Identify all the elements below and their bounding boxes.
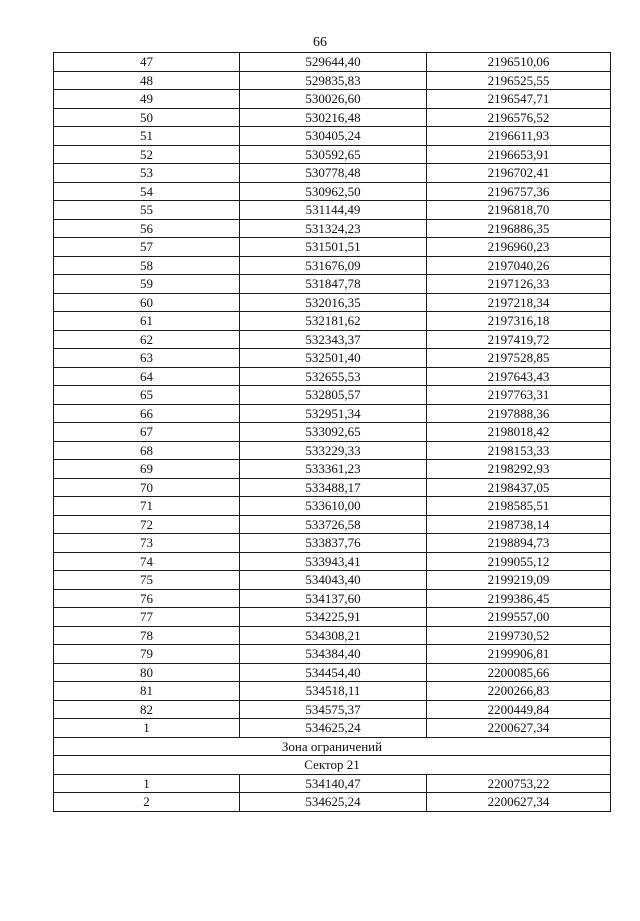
- y-coordinate-cell: 2200449,84: [427, 700, 611, 719]
- y-coordinate-cell: 2199730,52: [427, 626, 611, 645]
- y-coordinate-cell: 2200085,66: [427, 663, 611, 682]
- y-coordinate-cell: 2198738,14: [427, 515, 611, 534]
- table-row: [54, 423, 611, 442]
- table-row: [54, 404, 611, 423]
- x-coordinate-cell: 531501,51: [240, 238, 427, 257]
- point-number-cell: 60: [54, 293, 240, 312]
- x-coordinate-cell: 534454,40: [240, 663, 427, 682]
- zone-heading: Зона ограничений: [54, 737, 611, 756]
- y-coordinate-cell: 2198018,42: [427, 423, 611, 442]
- y-coordinate-cell: 2198894,73: [427, 534, 611, 553]
- x-coordinate-cell: 534225,91: [240, 608, 427, 627]
- y-coordinate-cell: 2199906,81: [427, 645, 611, 664]
- point-number-cell: 73: [54, 534, 240, 553]
- y-coordinate-cell: 2200753,22: [427, 774, 611, 793]
- point-number-cell: 75: [54, 571, 240, 590]
- point-number-cell: 81: [54, 682, 240, 701]
- table-row: [54, 552, 611, 571]
- point-number-cell: 78: [54, 626, 240, 645]
- table-row: [54, 127, 611, 146]
- y-coordinate-cell: 2199055,12: [427, 552, 611, 571]
- point-number-cell: 48: [54, 71, 240, 90]
- table-row: [54, 349, 611, 368]
- table-row: [54, 386, 611, 405]
- point-number-cell: 67: [54, 423, 240, 442]
- point-number-cell: 66: [54, 404, 240, 423]
- point-number-cell: 76: [54, 589, 240, 608]
- point-number-cell: 74: [54, 552, 240, 571]
- sector-heading-row: [54, 756, 611, 775]
- point-number-cell: 1: [54, 719, 240, 738]
- point-number-cell: 51: [54, 127, 240, 146]
- table-row: [54, 719, 611, 738]
- point-number-cell: 77: [54, 608, 240, 627]
- point-number-cell: 49: [54, 90, 240, 109]
- zone-heading-row: [54, 737, 611, 756]
- x-coordinate-cell: 530592,65: [240, 145, 427, 164]
- y-coordinate-cell: 2197528,85: [427, 349, 611, 368]
- point-number-cell: 65: [54, 386, 240, 405]
- y-coordinate-cell: 2200627,34: [427, 719, 611, 738]
- coordinates-table-body: [54, 53, 611, 812]
- point-number-cell: 72: [54, 515, 240, 534]
- table-row: [54, 53, 611, 72]
- x-coordinate-cell: 533229,33: [240, 441, 427, 460]
- point-number-cell: 64: [54, 367, 240, 386]
- x-coordinate-cell: 533943,41: [240, 552, 427, 571]
- point-number-cell: 68: [54, 441, 240, 460]
- table-row: [54, 478, 611, 497]
- x-coordinate-cell: 534518,11: [240, 682, 427, 701]
- y-coordinate-cell: 2197040,26: [427, 256, 611, 275]
- x-coordinate-cell: 531324,23: [240, 219, 427, 238]
- y-coordinate-cell: 2197763,31: [427, 386, 611, 405]
- point-number-cell: 58: [54, 256, 240, 275]
- table-row: [54, 275, 611, 294]
- x-coordinate-cell: 534384,40: [240, 645, 427, 664]
- page-number: 66: [313, 35, 327, 50]
- y-coordinate-cell: 2200627,34: [427, 793, 611, 812]
- y-coordinate-cell: 2196818,70: [427, 201, 611, 220]
- y-coordinate-cell: 2200266,83: [427, 682, 611, 701]
- y-coordinate-cell: 2196576,52: [427, 108, 611, 127]
- y-coordinate-cell: 2197316,18: [427, 312, 611, 331]
- point-number-cell: 55: [54, 201, 240, 220]
- table-row: [54, 145, 611, 164]
- y-coordinate-cell: 2196702,41: [427, 164, 611, 183]
- table-row: [54, 460, 611, 479]
- table-row: [54, 589, 611, 608]
- x-coordinate-cell: 533610,00: [240, 497, 427, 516]
- x-coordinate-cell: 532655,53: [240, 367, 427, 386]
- point-number-cell: 2: [54, 793, 240, 812]
- table-row: [54, 626, 611, 645]
- point-number-cell: 79: [54, 645, 240, 664]
- point-number-cell: 57: [54, 238, 240, 257]
- point-number-cell: 61: [54, 312, 240, 331]
- y-coordinate-cell: 2196525,55: [427, 71, 611, 90]
- table-row: [54, 164, 611, 183]
- y-coordinate-cell: 2196611,93: [427, 127, 611, 146]
- table-row: [54, 774, 611, 793]
- x-coordinate-cell: 531144,49: [240, 201, 427, 220]
- table-row: [54, 534, 611, 553]
- x-coordinate-cell: 534308,21: [240, 626, 427, 645]
- table-row: [54, 256, 611, 275]
- table-row: [54, 645, 611, 664]
- y-coordinate-cell: 2199219,09: [427, 571, 611, 590]
- y-coordinate-cell: 2198585,51: [427, 497, 611, 516]
- point-number-cell: 82: [54, 700, 240, 719]
- x-coordinate-cell: 533488,17: [240, 478, 427, 497]
- table-row: [54, 441, 611, 460]
- table-row: [54, 367, 611, 386]
- y-coordinate-cell: 2196653,91: [427, 145, 611, 164]
- y-coordinate-cell: 2198292,93: [427, 460, 611, 479]
- table-row: [54, 682, 611, 701]
- table-row: [54, 293, 611, 312]
- y-coordinate-cell: 2198437,05: [427, 478, 611, 497]
- point-number-cell: 1: [54, 774, 240, 793]
- x-coordinate-cell: 534625,24: [240, 793, 427, 812]
- y-coordinate-cell: 2197218,34: [427, 293, 611, 312]
- x-coordinate-cell: 531847,78: [240, 275, 427, 294]
- table-row: [54, 663, 611, 682]
- x-coordinate-cell: 530962,50: [240, 182, 427, 201]
- table-row: [54, 700, 611, 719]
- point-number-cell: 52: [54, 145, 240, 164]
- table-row: [54, 330, 611, 349]
- x-coordinate-cell: 531676,09: [240, 256, 427, 275]
- point-number-cell: 47: [54, 53, 240, 72]
- x-coordinate-cell: 529644,40: [240, 53, 427, 72]
- x-coordinate-cell: 534043,40: [240, 571, 427, 590]
- y-coordinate-cell: 2196886,35: [427, 219, 611, 238]
- table-row: [54, 497, 611, 516]
- y-coordinate-cell: 2196510,06: [427, 53, 611, 72]
- y-coordinate-cell: 2196547,71: [427, 90, 611, 109]
- table-row: [54, 90, 611, 109]
- sector-heading: Сектор 21: [54, 756, 611, 775]
- x-coordinate-cell: 530778,48: [240, 164, 427, 183]
- point-number-cell: 69: [54, 460, 240, 479]
- x-coordinate-cell: 532501,40: [240, 349, 427, 368]
- y-coordinate-cell: 2196960,23: [427, 238, 611, 257]
- table-row: [54, 571, 611, 590]
- point-number-cell: 70: [54, 478, 240, 497]
- x-coordinate-cell: 532951,34: [240, 404, 427, 423]
- table-row: [54, 515, 611, 534]
- x-coordinate-cell: 534625,24: [240, 719, 427, 738]
- point-number-cell: 63: [54, 349, 240, 368]
- x-coordinate-cell: 530026,60: [240, 90, 427, 109]
- table-row: [54, 238, 611, 257]
- y-coordinate-cell: 2197419,72: [427, 330, 611, 349]
- point-number-cell: 54: [54, 182, 240, 201]
- x-coordinate-cell: 532181,62: [240, 312, 427, 331]
- point-number-cell: 71: [54, 497, 240, 516]
- point-number-cell: 80: [54, 663, 240, 682]
- point-number-cell: 56: [54, 219, 240, 238]
- x-coordinate-cell: 533726,58: [240, 515, 427, 534]
- table-row: [54, 219, 611, 238]
- y-coordinate-cell: 2199557,00: [427, 608, 611, 627]
- table-row: [54, 71, 611, 90]
- x-coordinate-cell: 534140,47: [240, 774, 427, 793]
- x-coordinate-cell: 530216,48: [240, 108, 427, 127]
- coordinates-table: [53, 52, 611, 812]
- x-coordinate-cell: 530405,24: [240, 127, 427, 146]
- x-coordinate-cell: 533361,23: [240, 460, 427, 479]
- y-coordinate-cell: 2198153,33: [427, 441, 611, 460]
- table-row: [54, 793, 611, 812]
- point-number-cell: 53: [54, 164, 240, 183]
- table-row: [54, 201, 611, 220]
- x-coordinate-cell: 529835,83: [240, 71, 427, 90]
- x-coordinate-cell: 532016,35: [240, 293, 427, 312]
- table-row: [54, 108, 611, 127]
- y-coordinate-cell: 2197888,36: [427, 404, 611, 423]
- x-coordinate-cell: 533092,65: [240, 423, 427, 442]
- table-row: [54, 312, 611, 331]
- y-coordinate-cell: 2199386,45: [427, 589, 611, 608]
- point-number-cell: 50: [54, 108, 240, 127]
- x-coordinate-cell: 533837,76: [240, 534, 427, 553]
- x-coordinate-cell: 534137,60: [240, 589, 427, 608]
- table-row: [54, 608, 611, 627]
- y-coordinate-cell: 2197643,43: [427, 367, 611, 386]
- x-coordinate-cell: 534575,37: [240, 700, 427, 719]
- point-number-cell: 59: [54, 275, 240, 294]
- x-coordinate-cell: 532805,57: [240, 386, 427, 405]
- y-coordinate-cell: 2196757,36: [427, 182, 611, 201]
- point-number-cell: 62: [54, 330, 240, 349]
- table-row: [54, 182, 611, 201]
- x-coordinate-cell: 532343,37: [240, 330, 427, 349]
- y-coordinate-cell: 2197126,33: [427, 275, 611, 294]
